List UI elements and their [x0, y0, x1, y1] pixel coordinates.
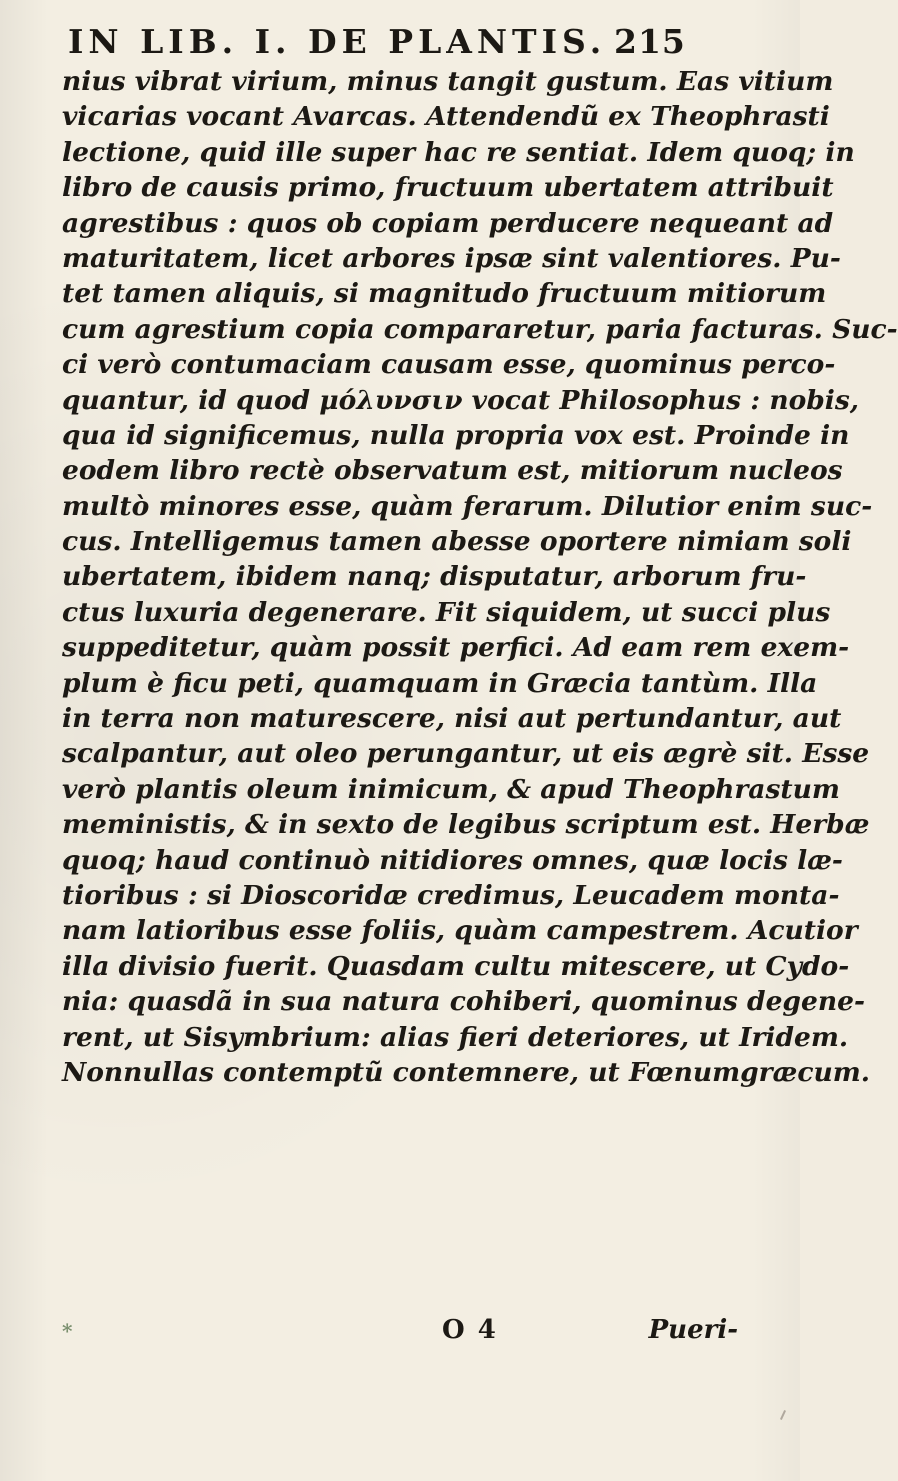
text-line: suppeditetur, quàm possit perfici. Ad eam rem exem- [62, 632, 850, 664]
running-title: IN LIB. I. DE PLANTIS. [68, 22, 607, 61]
signature-mark: O 4 [442, 1315, 498, 1345]
text-line: ubertatem, ibidem nanq; disputatur, arborum fru- [62, 561, 807, 593]
catchword: Pueri- [648, 1315, 738, 1345]
text-line: qua id significemus, nulla propria vox est. Proinde in [62, 419, 850, 451]
margin-mark: * [62, 1319, 73, 1343]
text-line: quoq; haud continuò nitidiores omnes, quæ locis læ- [62, 844, 843, 876]
text-line: Nonnullas contemptũ contemnere, ut Fœnumgræcum. [62, 1056, 871, 1088]
text-line: libro de causis primo, fructuum ubertatem attribuit [62, 172, 834, 204]
text-line: plum è ficu peti, quamquam in Græcia tantùm. Illa [62, 667, 818, 699]
body-text [62, 64, 898, 1090]
page-number: 215 [614, 22, 686, 61]
text-line: tet tamen aliquis, si magnitudo fructuum mitiorum [62, 278, 827, 310]
text-line: quantur, id quod μόλυνσιν vocat Philosophus : nobis, [62, 384, 860, 416]
text-line: agrestibus : quos ob copiam perducere nequeant ad [62, 207, 834, 239]
text-line: ctus luxuria degenerare. Fit siquidem, ut succi plus [62, 596, 831, 628]
text-line: ci verò contumaciam causam esse, quominus perco- [62, 349, 836, 381]
text-line: cum agrestium copia compararetur, paria facturas. Suc- [62, 313, 898, 345]
text-line: cus. Intelligemus tamen abesse oportere nimiam soli [62, 526, 852, 558]
text-line: in terra non maturescere, nisi aut pertundantur, aut [62, 703, 842, 735]
text-line: nius vibrat virium, minus tangit gustum. Eas vitium [62, 66, 834, 97]
text-line: lectione, quid ille super hac re sentiat. Idem quoq; in [62, 136, 855, 168]
text-line: illa divisio fuerit. Quasdam cultu mitescere, ut Cydo- [62, 950, 850, 982]
page-footer [62, 1315, 738, 1355]
text-line: scalpantur, aut oleo perungantur, ut eis ægrè sit. Esse [62, 738, 870, 770]
text-line: nam latioribus esse foliis, quàm campestrem. Acutior [62, 915, 858, 947]
text-line: maturitatem, licet arbores ipsæ sint valentiores. Pu- [62, 242, 841, 274]
text-line: rent, ut Sisymbrium: alias fieri deteriores, ut Iridem. [62, 1021, 849, 1053]
ink-speck [780, 1410, 786, 1420]
running-head [68, 22, 718, 68]
text-line: nia: quasdã in sua natura cohiberi, quominus degene- [62, 986, 865, 1018]
text-line: meministis, & in sexto de legibus scriptum est. Herbæ [62, 809, 870, 841]
text-line: multò minores esse, quàm ferarum. Dilutior enim suc- [62, 490, 873, 522]
text-line: vicarias vocant Avarcas. Attendendũ ex Theophrasti [62, 101, 830, 133]
text-line: tioribus : si Dioscoridæ credimus, Leucadem monta- [62, 879, 840, 911]
text-line: eodem libro rectè observatum est, mitiorum nucleos [62, 455, 843, 487]
text-line: verò plantis oleum inimicum, & apud Theophrastum [62, 773, 840, 805]
